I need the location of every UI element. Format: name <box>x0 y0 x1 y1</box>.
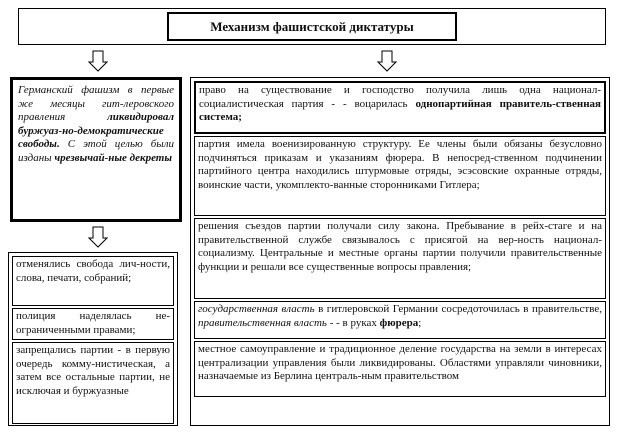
list-item <box>194 301 606 339</box>
mechanism-2-text: партия имела военизированную структуру. Ее члены были обязаны безусловно подчиняться приказам и указаниям фюрера. В непосред-ственном подчинении партийного центра находились штурмовые отряды, эсэсовские охранные отряды, воинские части, укомплекто-ванные сторонниками Гитлера; <box>198 138 602 191</box>
title-box <box>18 8 606 45</box>
restrictions-box <box>8 252 178 426</box>
summary-bold-1: ликвидировал буржуаз-но-демократические свободы. <box>18 111 174 150</box>
fascism-summary-text <box>18 84 174 165</box>
list-item <box>194 341 606 397</box>
summary-italic-2: С этой целью были изданы <box>18 138 174 164</box>
list-item <box>194 81 606 134</box>
mechanism-1-bold: однопартийная правитель-ственная система; <box>199 97 602 123</box>
list-item <box>12 256 174 306</box>
mechanism-4-part-3: ; <box>418 316 422 329</box>
list-item <box>194 136 606 216</box>
title-inner <box>167 12 457 41</box>
mechanism-1-text: право на существование и господство получила лишь одна национал-социалистическая партия - - воцарилась <box>199 84 601 110</box>
mechanism-4-part-1: в гитлеровской Германии сосредоточилась в правительстве, <box>318 303 602 315</box>
list-item <box>12 342 174 424</box>
down-arrow-icon <box>88 226 108 248</box>
down-arrow-icon <box>377 50 397 72</box>
fascism-summary-box <box>10 77 182 222</box>
list-item <box>194 218 606 299</box>
down-arrow-icon <box>88 50 108 72</box>
summary-italic-1: Германский фашизм в первые же месяцы гит-леровского правления <box>18 84 174 123</box>
mechanism-3-text: решения съездов партии получали силу закона. Пребывание в рейх-стаге и на правительственной службе связывалось с присягой на вер-ность национал-социализму. Центральные и местные органы партии получили правительственные функции и решали все существенные вопросы правления; <box>198 220 602 273</box>
fuhrer-term: фюрера <box>379 316 419 329</box>
mechanism-4-part-2: - - в руках <box>329 316 377 329</box>
list-item <box>12 308 174 340</box>
page-title: Механизм фашистской диктатуры <box>210 18 414 34</box>
restriction-3: запрещались партии - в первую очередь комму-нистическая, а затем все остальные партии, не исключая и буржуазные <box>16 344 170 397</box>
summary-bold-2: чрезвычай-ные декреты <box>54 151 172 164</box>
mechanism-list <box>190 77 610 426</box>
restriction-2: полиция наделялась не-ограниченными правами; <box>16 310 170 336</box>
mechanism-5-text: местное самоуправление и традиционное деление государства на земли в интересах централизации управления были ликвидированы. Областями управляли чиновники, назначаемые из Берлина централь-ным правительством <box>198 343 602 382</box>
restriction-1: отменялись свобода лич-ности, слова, печати, собраний; <box>16 258 170 284</box>
state-power-term: государственная власть <box>198 303 315 315</box>
government-power-term: правительственная власть <box>198 316 327 329</box>
